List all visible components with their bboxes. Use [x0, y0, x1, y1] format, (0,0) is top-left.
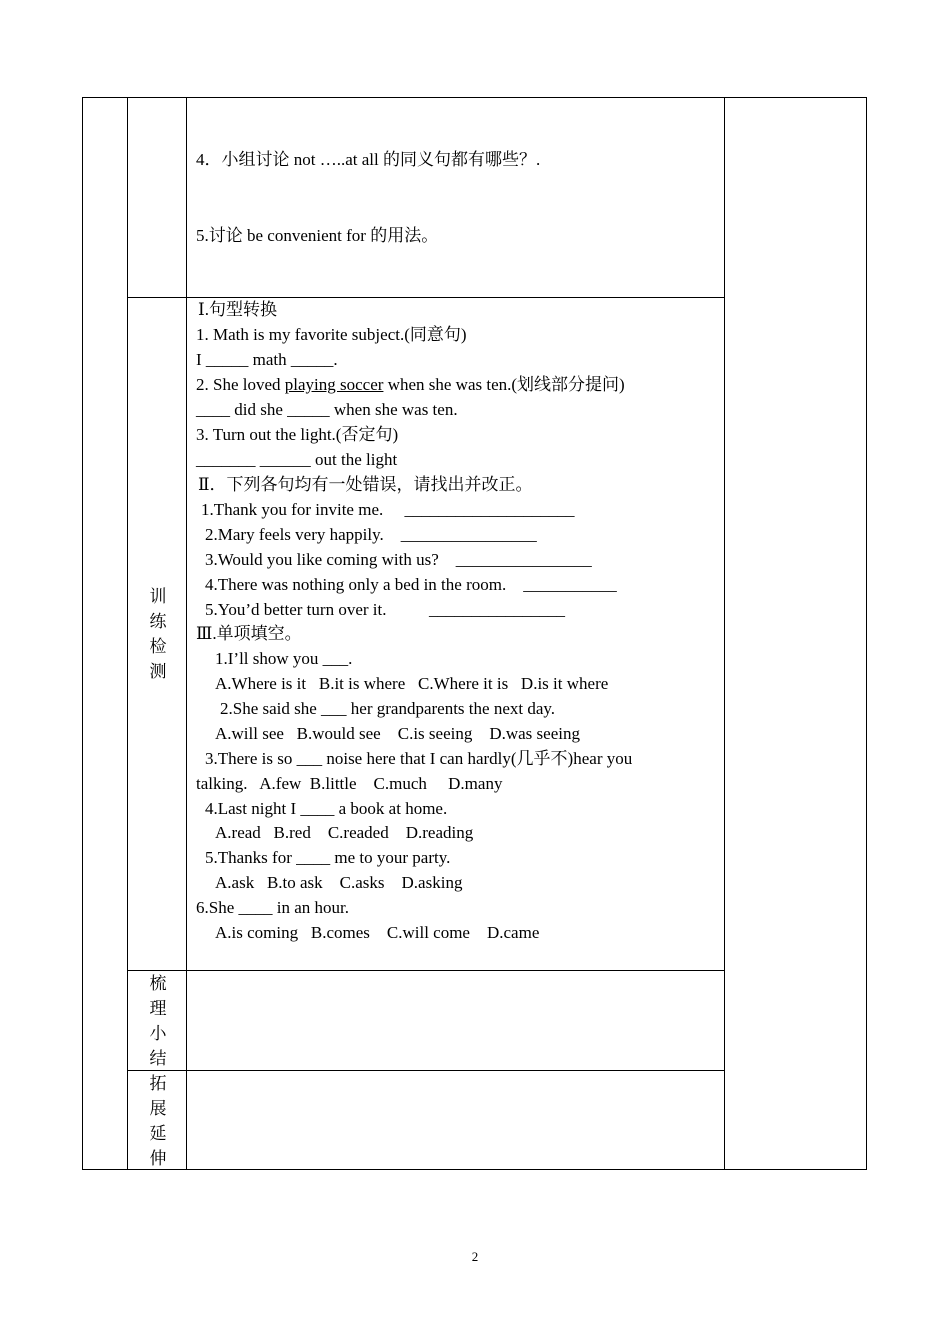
exercise-line: 2.Mary feels very happily. ________________ [205, 525, 537, 544]
table-divider [127, 297, 725, 298]
options-line: talking. A.few B.little C.much D.many [196, 774, 503, 793]
label-char: 梳 [149, 974, 167, 993]
label-char: 练 [149, 612, 167, 631]
exercise-line: 3. Turn out the light.(否定句) [196, 425, 399, 444]
options-line: A.will see B.would see C.is seeing D.was seeing [215, 724, 580, 743]
exercise-line: 1. Math is my favorite subject.(同意句) [196, 325, 467, 344]
label-char: 理 [149, 999, 167, 1018]
label-char: 拓 [149, 1074, 167, 1093]
part1-title: Ⅰ.句型转换 [198, 300, 277, 319]
table-divider [127, 1070, 725, 1071]
table-divider [127, 970, 725, 971]
extension-label [140, 1071, 176, 1171]
sentence-text: when she was ten.(划线部分提问) [383, 375, 625, 394]
exercise-line: 6.She ____ in an hour. [196, 898, 349, 917]
summary-label [140, 971, 176, 1071]
exercise-line: 3.Would you like coming with us? ________________ [205, 550, 592, 569]
exercise-line: 2.She said she ___ her grandparents the next day. [220, 699, 556, 718]
part2-title: Ⅱ．下列各句均有一处错误，请找出并改正。 [198, 475, 533, 494]
label-char: 小 [149, 1024, 167, 1043]
exercise-line: 1.I’ll show you ___. [215, 649, 353, 668]
training-label [140, 584, 176, 684]
label-char: 测 [149, 662, 167, 681]
exercise-line [196, 375, 625, 395]
label-char: 训 [149, 587, 167, 606]
exercise-line: _______ ______ out the light [196, 450, 398, 469]
options-line: A.ask B.to ask C.asks D.asking [215, 873, 463, 892]
label-char: 结 [149, 1049, 167, 1068]
discussion-item-5: 5.讨论 be convenient for 的用法。 [196, 226, 439, 245]
exercise-line: 5.Thanks for ____ me to your party. [205, 848, 451, 867]
part3-title: Ⅲ.单项填空。 [196, 624, 302, 643]
options-line: A.Where is it B.it is where C.Where it is D.is it where [215, 674, 609, 693]
table-divider [724, 97, 725, 1170]
exercise-line: 3.There is so ___ noise here that I can hardly(几乎不)hear you [205, 749, 633, 768]
label-char: 展 [149, 1099, 167, 1118]
exercise-line: 5.You’d better turn over it. ________________ [205, 600, 565, 619]
label-char: 延 [149, 1124, 167, 1143]
exercise-line: I _____ math _____. [196, 350, 338, 369]
discussion-item-4: 4．小组讨论 not …..at all 的同义句都有哪些？. [196, 150, 541, 169]
table-divider [127, 97, 128, 1170]
exercise-line: 4.There was nothing only a bed in the room. ___________ [205, 575, 617, 594]
exercise-line: ____ did she _____ when she was ten. [196, 400, 458, 419]
options-line: A.is coming B.comes C.will come D.came [215, 923, 540, 942]
exercise-line: 4.Last night I ____ a book at home. [205, 799, 448, 818]
sentence-text: 2. She loved [196, 375, 285, 394]
label-char: 伸 [149, 1149, 167, 1168]
underlined-phrase: playing soccer [284, 375, 384, 394]
table-divider [186, 97, 187, 1170]
options-line: A.read B.red C.readed D.reading [215, 823, 474, 842]
page-number: 2 [471, 1249, 479, 1264]
label-char: 检 [149, 637, 167, 656]
exercise-line: 1.Thank you for invite me. ____________________ [201, 500, 575, 519]
